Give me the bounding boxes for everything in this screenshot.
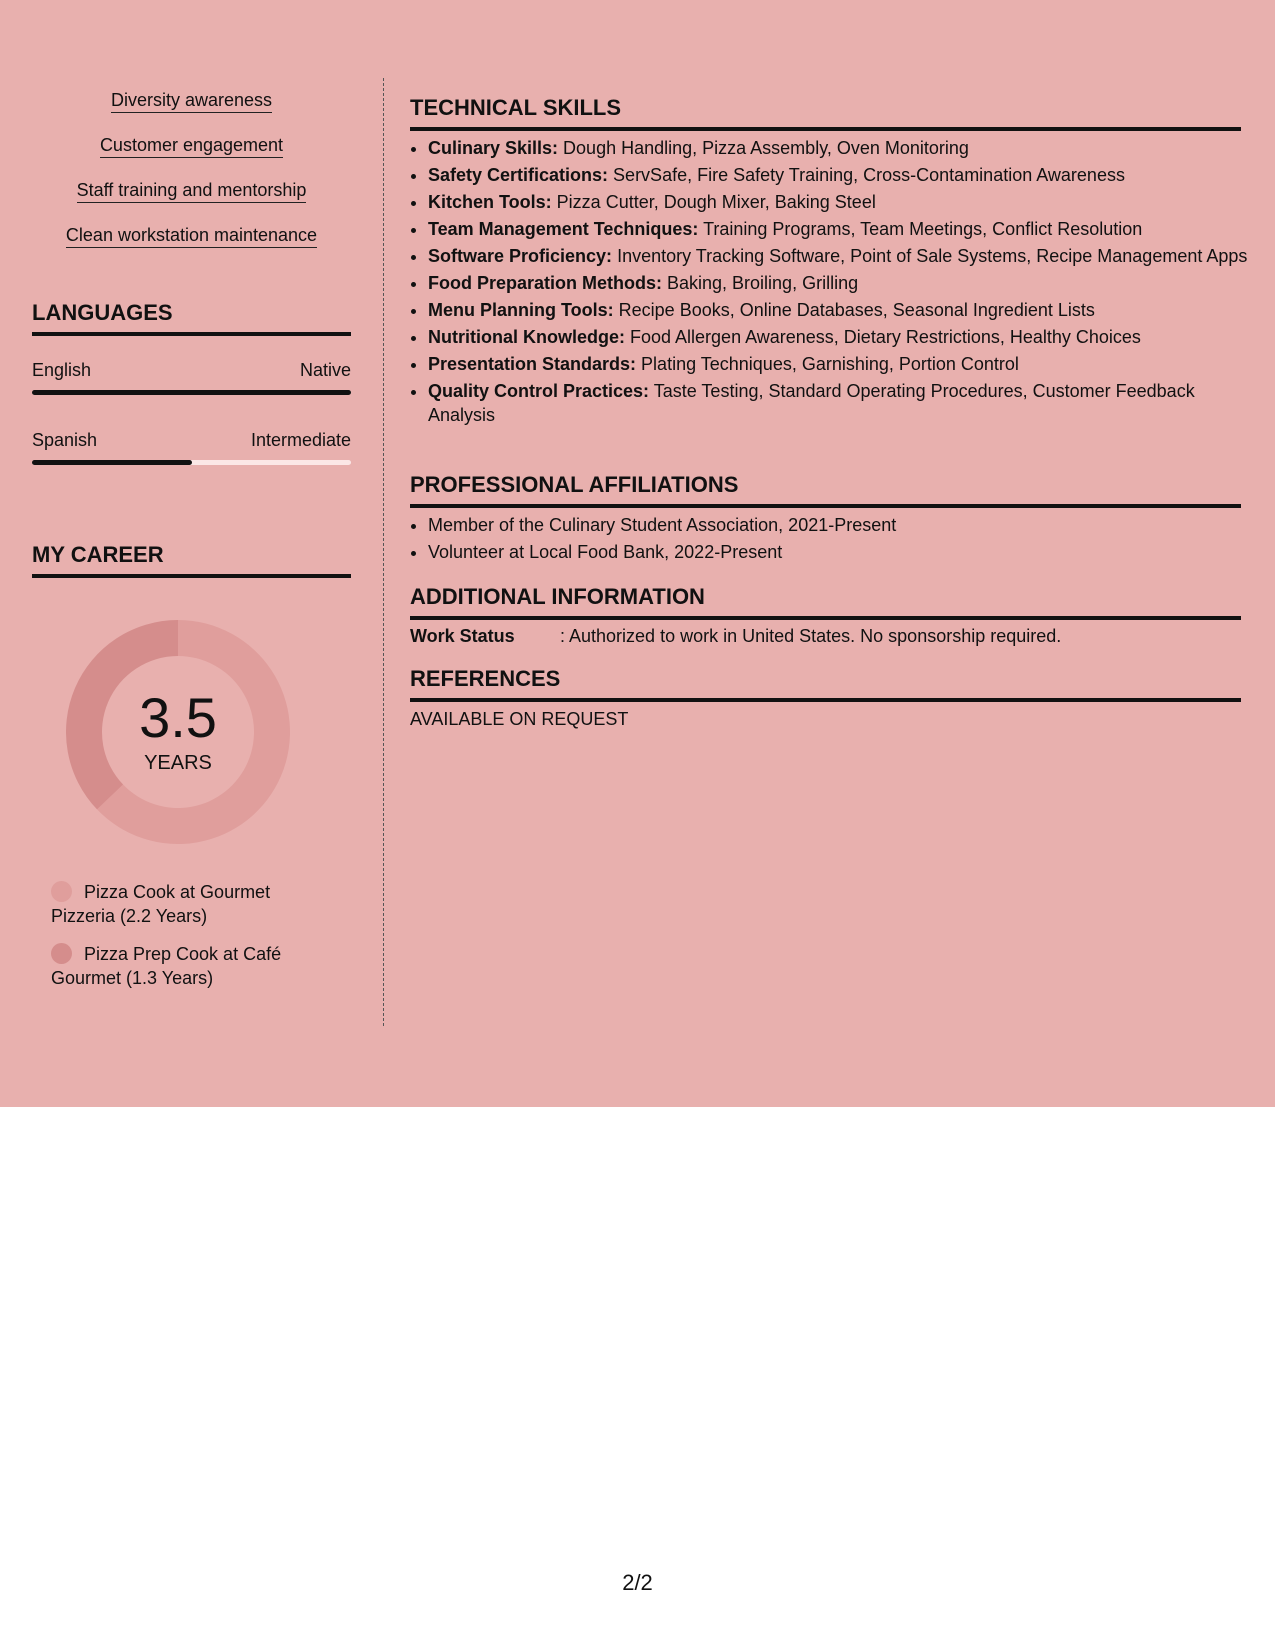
career-heading: MY CAREER (32, 542, 351, 578)
strengths-list (32, 86, 351, 266)
skill-item (428, 325, 1259, 349)
languages-heading: LANGUAGES (32, 300, 351, 336)
work-status-label: Work Status (410, 626, 515, 646)
work-status-row (410, 626, 1061, 647)
affiliations-list (410, 513, 1259, 567)
legend-dot (51, 881, 72, 902)
skill-text: Training Programs, Team Meetings, Conflict Resolution (698, 219, 1143, 239)
skill-label: Team Management Techniques: (428, 219, 699, 239)
strength-item: Clean workstation maintenance (32, 221, 351, 266)
skill-label: Quality Control Practices: (428, 381, 650, 401)
skill-label: Culinary Skills: (428, 138, 559, 158)
list-item: • Volunteer at Local Food Bank, 2022-Present (428, 540, 1259, 564)
skill-item (428, 163, 1259, 187)
strength-item: Diversity awareness (32, 86, 351, 131)
page-number: 2/2 (622, 1570, 653, 1595)
language-bar-english (32, 390, 351, 395)
skill-item (428, 352, 1259, 376)
skill-text: Recipe Books, Online Databases, Seasonal Ingredient Lists (613, 300, 1095, 320)
skill-text: Taste Testing, Standard Operating Procedures, Customer Feedback Analysis (428, 381, 1195, 425)
legend-dot (51, 943, 72, 964)
legend-label: Pizza Cook at Gourmet Pizzeria (2.2 Years) (51, 882, 271, 926)
list-item: • Member of the Culinary Student Association, 2021-Present (428, 513, 1259, 537)
skill-text: Baking, Broiling, Grilling (662, 273, 859, 293)
legend-label: Pizza Prep Cook at Café Gourmet (1.3 Years) (51, 944, 282, 988)
language-fill (32, 390, 351, 395)
skill-text: Food Allergen Awareness, Dietary Restrictions, Healthy Choices (625, 327, 1141, 347)
additional-info-heading: ADDITIONAL INFORMATION (410, 584, 1241, 620)
skill-label: Presentation Standards: (428, 354, 637, 374)
career-legend-item (51, 880, 311, 928)
language-name: Spanish (32, 430, 98, 450)
technical-skills-heading: TECHNICAL SKILLS (410, 95, 1241, 131)
references-heading: REFERENCES (410, 666, 1241, 702)
technical-skills-list (410, 136, 1259, 430)
work-status-value: : Authorized to work in United States. No sponsorship required. (560, 626, 1062, 646)
career-legend-item (51, 942, 311, 990)
skill-label: Menu Planning Tools: (428, 300, 614, 320)
language-fill (32, 460, 192, 465)
language-level: Intermediate (250, 430, 351, 450)
skill-label: Nutritional Knowledge: (428, 327, 625, 347)
career-total-number: 3.5 (139, 686, 217, 749)
skill-item (428, 190, 1259, 214)
career-donut-chart (66, 620, 290, 844)
skill-item (428, 217, 1259, 241)
column-divider (383, 78, 384, 1026)
skill-item (428, 136, 1259, 160)
references-text: AVAILABLE ON REQUEST (410, 709, 629, 729)
skill-item (428, 379, 1259, 427)
skill-item (428, 271, 1259, 295)
strength-item: Customer engagement (32, 131, 351, 176)
strength-item: Staff training and mentorship (32, 176, 351, 221)
skill-item (428, 298, 1259, 322)
language-level: Native (299, 360, 351, 380)
skill-label: Software Proficiency: (428, 246, 613, 266)
affiliations-heading: PROFESSIONAL AFFILIATIONS (410, 472, 1241, 508)
skill-item (428, 244, 1259, 268)
skill-text: Dough Handling, Pizza Assembly, Oven Monitoring (558, 138, 969, 158)
skill-label: Food Preparation Methods: (428, 273, 662, 293)
skill-text: Plating Techniques, Garnishing, Portion Control (636, 354, 1019, 374)
skill-label: Kitchen Tools: (428, 192, 552, 212)
skill-label: Safety Certifications: (428, 165, 609, 185)
skill-text: Inventory Tracking Software, Point of Sale Systems, Recipe Management Apps (612, 246, 1248, 266)
language-bar-spanish (32, 460, 351, 465)
career-total-unit: YEARS (144, 752, 212, 774)
skill-text: ServSafe, Fire Safety Training, Cross-Contamination Awareness (608, 165, 1125, 185)
language-name: English (32, 360, 92, 380)
skill-text: Pizza Cutter, Dough Mixer, Baking Steel (551, 192, 876, 212)
